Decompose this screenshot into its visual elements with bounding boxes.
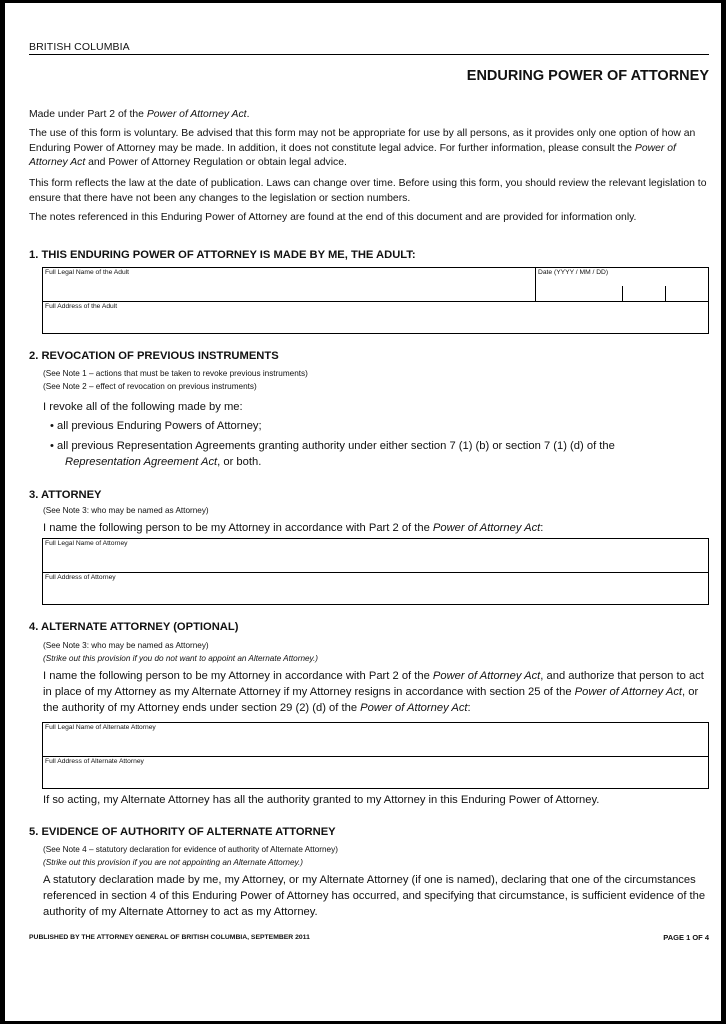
adult-name-field[interactable]: Full Legal Name of the Adult — [45, 269, 130, 276]
note-4-reference: (See Note 4 – statutory declaration for evidence of authority of Alternate Attorney) — [43, 845, 338, 854]
attorney-address-field[interactable]: Full Address of Attorney — [45, 574, 116, 581]
notes-reference-text: The notes referenced in this Enduring Power of Attorney are found at the end of this document and are provided for information only. — [29, 212, 637, 223]
strike-out-note: (Strike out this provision if you are not appointing an Alternate Attorney.) — [43, 858, 304, 867]
voluntary-use-text: The use of this form is voluntary. Be advised that this form may not be appropriate for use by all persons, as it provides only one option of how an Enduring Power of Attorney may be made. In addition, it does not constitute legal advice. For further information, please consult the Power of Attorney Act and Power of Attorney Regulation or obtain legal advice. — [29, 128, 696, 168]
section-1-heading: 1. THIS ENDURING POWER OF ATTORNEY IS MADE BY ME, THE ADULT: — [29, 249, 416, 261]
alternate-attorney-statement: I name the following person to be my Attorney in accordance with Part 2 of the Power of Attorney Act, and authorize that person to act in place of my Attorney as my Alternate Attorney if my Attorney resigns in accordance with section 25 of the Power of Attorney Act, or the authority of my Attorney ends under section 29 (2) (d) of the Power of Attorney Act: — [43, 670, 704, 714]
made-under-text: Made under Part 2 of the Power of Attorney Act. — [29, 109, 250, 120]
strike-out-note: (Strike out this provision if you do not want to appoint an Alternate Attorney.) — [43, 654, 319, 663]
section-4-heading: 4. ALTERNATE ATTORNEY (OPTIONAL) — [29, 621, 239, 633]
attorney-name-field[interactable]: Full Legal Name of Attorney — [45, 540, 128, 547]
publisher-footer: PUBLISHED BY THE ATTORNEY GENERAL OF BRITISH COLUMBIA, SEPTEMBER 2011 — [29, 934, 310, 941]
form-title: ENDURING POWER OF ATTORNEY — [466, 68, 709, 84]
reflects-law-text: This form reflects the law at the date of publication. Laws can change over time. Before using this form, you should review the relevant legislation to ensure that there have not been any changes to the legislation or section numbers. — [29, 178, 707, 204]
adult-info-box — [42, 267, 709, 334]
alternate-attorney-name-field[interactable]: Full Legal Name of Alternate Attorney — [45, 724, 156, 731]
page-number: PAGE 1 OF 4 — [663, 933, 709, 942]
alternate-attorney-info-box — [42, 722, 709, 789]
document-page — [5, 3, 721, 1021]
revoke-bullet-1: • all previous Enduring Powers of Attorney; — [50, 420, 262, 432]
note-3-reference: (See Note 3: who may be named as Attorney) — [43, 641, 209, 650]
note-1-reference: (See Note 1 – actions that must be taken to revoke previous instruments) — [43, 369, 308, 378]
statutory-declaration-statement: A statutory declaration made by me, my Attorney, or my Alternate Attorney (if one is named), declaring that one of the circumstances referenced in section 4 of this Enduring Power of Attorney has occurred, and specifying that circumstance, is sufficient evidence of the authority of my Alternate Attorney to act as my Attorney. — [43, 874, 706, 918]
attorney-info-box — [42, 538, 709, 605]
section-3-heading: 3. ATTORNEY — [29, 489, 102, 501]
header-rule — [29, 54, 709, 55]
note-2-reference: (See Note 2 – effect of revocation on previous instruments) — [43, 382, 257, 391]
attorney-statement: I name the following person to be my Attorney in accordance with Part 2 of the Power of Attorney Act: — [43, 522, 544, 534]
note-3-reference: (See Note 3: who may be named as Attorney) — [43, 506, 209, 515]
date-field[interactable]: Date (YYYY / MM / DD) — [538, 269, 609, 276]
revoke-bullet-2: • all previous Representation Agreements granting authority under either section 7 (1) (b) or section 7 (1) (d) of the Representation Agreement Act, or both. — [50, 440, 615, 468]
section-2-heading: 2. REVOCATION OF PREVIOUS INSTRUMENTS — [29, 350, 279, 362]
jurisdiction-label: BRITISH COLUMBIA — [29, 41, 130, 53]
alternate-attorney-address-field[interactable]: Full Address of Alternate Attorney — [45, 758, 144, 765]
revoke-statement: I revoke all of the following made by me: — [43, 401, 243, 413]
section-5-heading: 5. EVIDENCE OF AUTHORITY OF ALTERNATE ATTORNEY — [29, 826, 336, 838]
if-so-acting-statement: If so acting, my Alternate Attorney has all the authority granted to my Attorney in this Enduring Power of Attorney. — [43, 794, 600, 806]
adult-address-field[interactable]: Full Address of the Adult — [45, 303, 118, 310]
